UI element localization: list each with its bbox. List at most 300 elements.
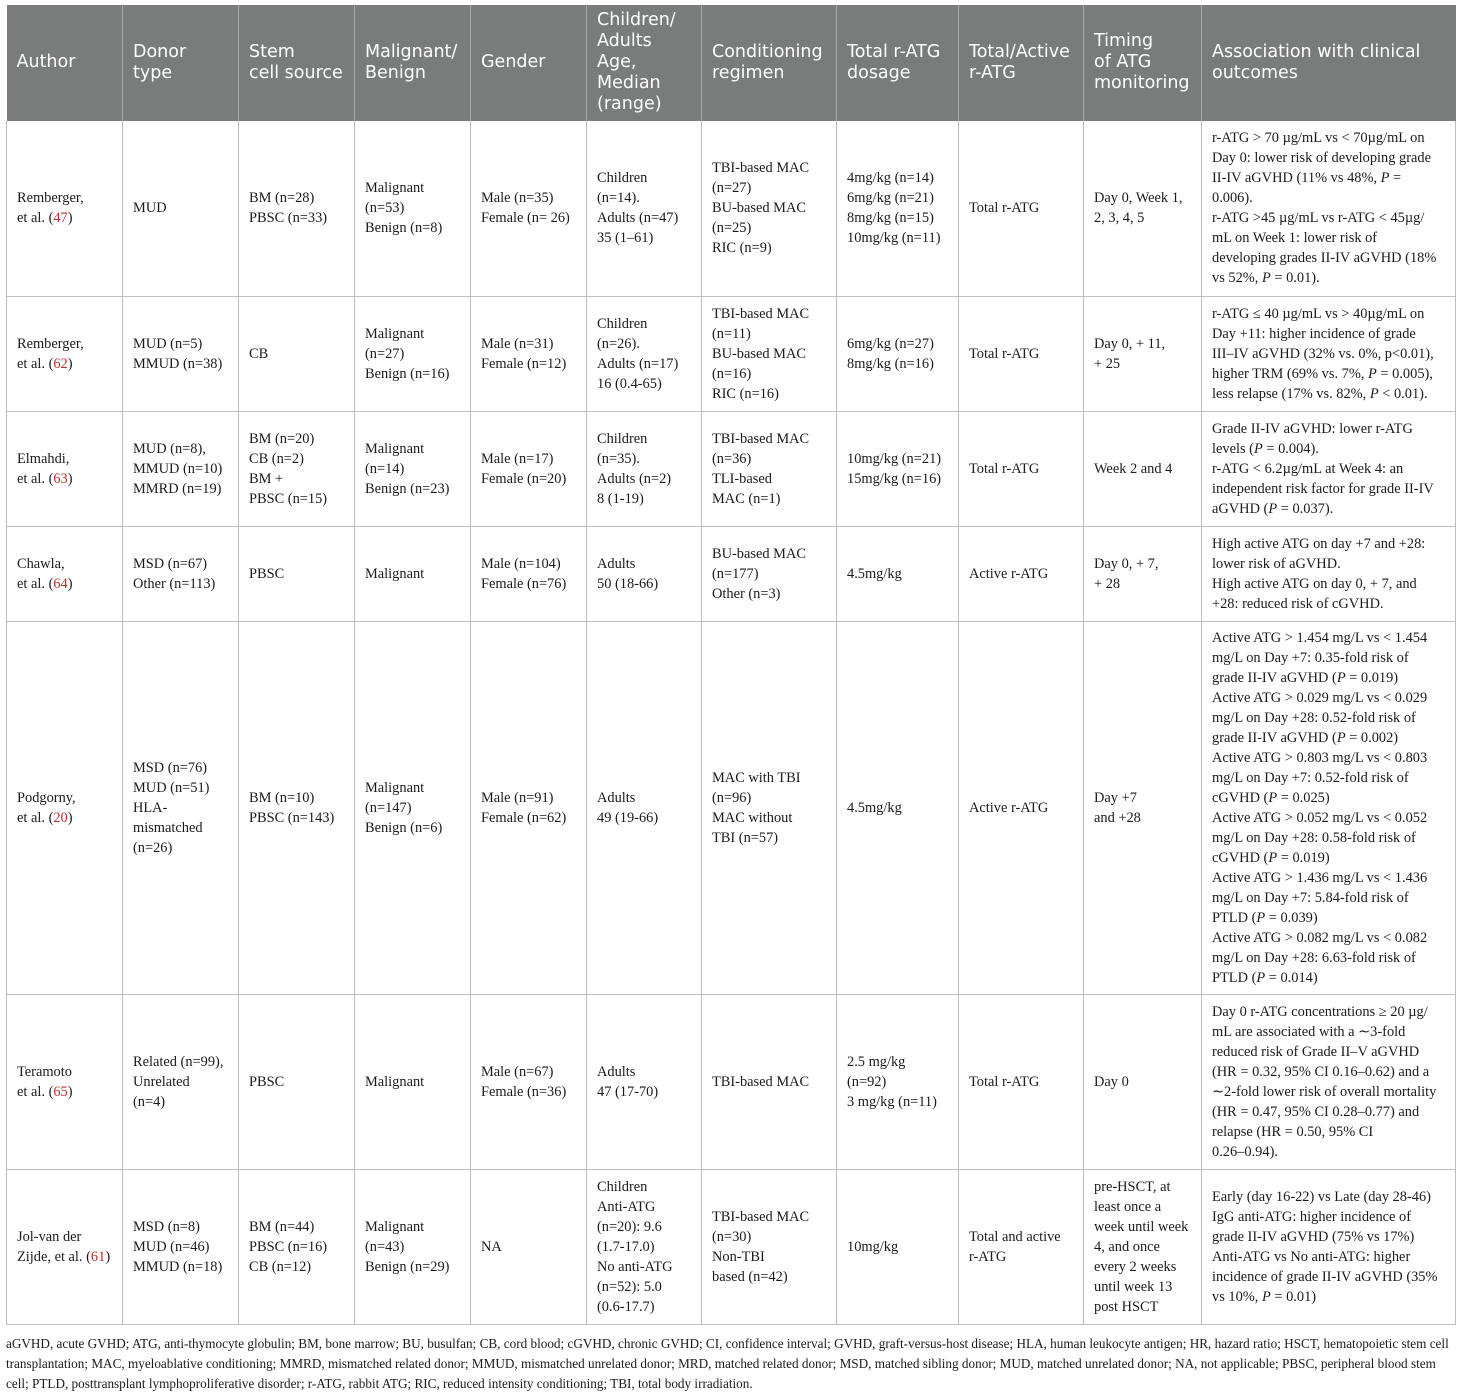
cell-line: (1.7-17.0) bbox=[597, 1238, 655, 1255]
reference-link[interactable]: 64 bbox=[53, 575, 68, 592]
total-active-cell bbox=[959, 994, 1084, 1169]
column-header-line: regimen bbox=[712, 62, 785, 83]
stem-cell-source-cell bbox=[239, 994, 355, 1169]
donor-type-cell bbox=[123, 621, 239, 994]
column-header-line: Total/Active bbox=[969, 41, 1070, 62]
cell-line: Male (n=35) bbox=[481, 190, 554, 207]
cell-line: PTLD (P = 0.014) bbox=[1212, 969, 1318, 986]
cell-line: RIC (n=16) bbox=[712, 385, 779, 402]
table-row bbox=[7, 121, 1456, 296]
author-cell bbox=[7, 994, 123, 1169]
table-row bbox=[7, 526, 1456, 621]
age-cell bbox=[587, 994, 702, 1169]
timing-cell bbox=[1084, 526, 1202, 621]
cell-line: Adults bbox=[597, 1063, 636, 1080]
dosage-cell bbox=[837, 526, 959, 621]
author-line: et al. (65) bbox=[17, 1083, 73, 1100]
gender-cell bbox=[471, 411, 587, 526]
cell-line: Adults (n=17) bbox=[597, 355, 679, 372]
cell-line: 4.5mg/kg bbox=[847, 799, 902, 816]
column-header-malignant-benign bbox=[355, 5, 471, 121]
cell-line: MSD (n=8) bbox=[133, 1218, 200, 1235]
cell-line: TLI-based bbox=[712, 470, 772, 487]
donor-type-cell bbox=[123, 296, 239, 411]
column-header-line: outcomes bbox=[1212, 62, 1298, 83]
author-cell bbox=[7, 121, 123, 296]
cell-line: Related (n=99), bbox=[133, 1053, 224, 1070]
cell-line: Anti-ATG vs No anti-ATG: higher bbox=[1212, 1248, 1411, 1265]
association-cell bbox=[1202, 296, 1456, 411]
cell-line: Other (n=3) bbox=[712, 585, 781, 602]
total-active-cell bbox=[959, 121, 1084, 296]
cell-line: 10mg/kg (n=11) bbox=[847, 230, 941, 247]
column-header-line: Benign bbox=[365, 62, 426, 83]
cell-line: Active ATG > 0.029 mg/L vs < 0.029 bbox=[1212, 689, 1428, 706]
cell-line: Active ATG > 1.454 mg/L vs < 1.454 bbox=[1212, 629, 1428, 646]
cell-line: RIC (n=9) bbox=[712, 240, 772, 257]
cell-line: week until week bbox=[1094, 1218, 1189, 1235]
gender-cell bbox=[471, 526, 587, 621]
cell-line: PBSC bbox=[249, 1073, 285, 1090]
cell-line: (n=27) bbox=[365, 345, 405, 362]
column-header-line: Stem bbox=[249, 41, 295, 62]
table-row bbox=[7, 621, 1456, 994]
column-header-conditioning-regimen bbox=[702, 5, 837, 121]
cell-line: (n=30) bbox=[712, 1228, 752, 1245]
conditioning-regimen-cell bbox=[702, 526, 837, 621]
cell-line: incidence of grade II-IV aGVHD (35% bbox=[1212, 1268, 1438, 1285]
cell-line: mg/L on Day +28: 6.63-fold risk of bbox=[1212, 949, 1416, 966]
cell-line: Benign (n=29) bbox=[365, 1258, 450, 1275]
cell-line: Children bbox=[597, 1178, 648, 1195]
association-cell bbox=[1202, 994, 1456, 1169]
cell-line: PBSC (n=16) bbox=[249, 1238, 328, 1255]
cell-line: until week 13 bbox=[1094, 1278, 1173, 1295]
cell-line: Benign (n=23) bbox=[365, 480, 450, 497]
association-cell bbox=[1202, 621, 1456, 994]
cell-line: less relapse (17% vs. 82%, P < 0.01). bbox=[1212, 385, 1428, 402]
table-row bbox=[7, 994, 1456, 1169]
column-header-total-dosage bbox=[837, 5, 959, 121]
association-cell bbox=[1202, 1169, 1456, 1324]
cell-line: every 2 weeks bbox=[1094, 1258, 1177, 1275]
cell-line: cGVHD (P = 0.019) bbox=[1212, 849, 1330, 866]
column-header-line: Association with clinical bbox=[1212, 41, 1421, 62]
author-line: et al. (63) bbox=[17, 470, 73, 487]
cell-line: grade II-IV aGVHD (P = 0.019) bbox=[1212, 669, 1399, 686]
cell-line: Day 0 r-ATG concentrations ≥ 20 µg/ bbox=[1212, 1003, 1428, 1020]
cell-line: vs 10%, P = 0.01) bbox=[1212, 1288, 1317, 1305]
gender-cell bbox=[471, 121, 587, 296]
cell-line: BM (n=20) bbox=[249, 430, 315, 447]
author-line: et al. (20) bbox=[17, 809, 73, 826]
cell-line: r-ATG bbox=[969, 1248, 1007, 1265]
cell-line: Unrelated bbox=[133, 1073, 190, 1090]
reference-link[interactable]: 47 bbox=[53, 210, 68, 227]
age-cell bbox=[587, 526, 702, 621]
cell-line: Children bbox=[597, 315, 648, 332]
column-header-donor-type bbox=[123, 5, 239, 121]
author-cell bbox=[7, 1169, 123, 1324]
column-header-gender bbox=[471, 5, 587, 121]
author-line: et al. (62) bbox=[17, 355, 73, 372]
total-active-cell bbox=[959, 411, 1084, 526]
cell-line: mg/L on Day +7: 0.52-fold risk of bbox=[1212, 769, 1409, 786]
cell-line: (n=43) bbox=[365, 1238, 405, 1255]
cell-line: BU-based MAC bbox=[712, 200, 806, 217]
column-header-stem-cell-source bbox=[239, 5, 355, 121]
cell-line: 6mg/kg (n=21) bbox=[847, 190, 934, 207]
cell-line: Male (n=104) bbox=[481, 555, 561, 572]
stem-cell-source-cell bbox=[239, 411, 355, 526]
timing-cell bbox=[1084, 621, 1202, 994]
cell-line: (HR = 0.47, 95% CI 0.28–0.77) and bbox=[1212, 1103, 1420, 1120]
malignant-benign-cell bbox=[355, 1169, 471, 1324]
author-cell bbox=[7, 296, 123, 411]
malignant-benign-cell bbox=[355, 296, 471, 411]
association-cell bbox=[1202, 121, 1456, 296]
cell-line: Active ATG > 1.436 mg/L vs < 1.436 bbox=[1212, 869, 1428, 886]
cell-line: 10mg/kg bbox=[847, 1238, 899, 1255]
cell-line: mg/L on Day +28: 0.52-fold risk of bbox=[1212, 709, 1416, 726]
cell-line: (n=4) bbox=[133, 1093, 166, 1110]
cell-line: MAC (n=1) bbox=[712, 490, 781, 507]
cell-line: Adults (n=2) bbox=[597, 470, 672, 487]
cell-line: Other (n=113) bbox=[133, 575, 216, 592]
cell-line: Malignant bbox=[365, 1218, 425, 1235]
cell-line: Anti-ATG bbox=[597, 1198, 656, 1215]
cell-line: (n=147) bbox=[365, 799, 412, 816]
gender-cell bbox=[471, 296, 587, 411]
cell-line: (n=26). bbox=[597, 335, 640, 352]
cell-line: Malignant bbox=[365, 180, 425, 197]
cell-line: BM + bbox=[249, 470, 284, 487]
cell-line: Adults bbox=[597, 555, 636, 572]
stem-cell-source-cell bbox=[239, 296, 355, 411]
malignant-benign-cell bbox=[355, 994, 471, 1169]
total-active-cell bbox=[959, 526, 1084, 621]
cell-line: Benign (n=6) bbox=[365, 819, 443, 836]
cell-line: BM (n=10) bbox=[249, 789, 315, 806]
cell-line: 6mg/kg (n=27) bbox=[847, 335, 934, 352]
dosage-cell bbox=[837, 296, 959, 411]
cell-line: Male (n=17) bbox=[481, 450, 554, 467]
reference-link[interactable]: 62 bbox=[53, 355, 68, 372]
author-cell bbox=[7, 411, 123, 526]
timing-cell bbox=[1084, 411, 1202, 526]
column-header-line: Gender bbox=[481, 52, 546, 72]
conditioning-regimen-cell bbox=[702, 121, 837, 296]
cell-line: reduced risk of Grade II–V aGVHD bbox=[1212, 1043, 1420, 1060]
column-header-line: Children/ bbox=[597, 10, 676, 30]
cell-line: Adults (n=47) bbox=[597, 210, 679, 227]
cell-line: (n=52): 5.0 bbox=[597, 1278, 662, 1295]
cell-line: MUD (n=51) bbox=[133, 779, 210, 796]
reference-link[interactable]: 63 bbox=[53, 470, 68, 487]
cell-line: 2, 3, 4, 5 bbox=[1094, 210, 1145, 227]
cell-line: (0.6-17.7) bbox=[597, 1298, 655, 1315]
cell-line: Day 0, Week 1, bbox=[1094, 190, 1183, 207]
cell-line: Day 0, + 7, bbox=[1094, 555, 1159, 572]
author-line: Jol-van der bbox=[17, 1228, 82, 1245]
cell-line: independent risk factor for grade II-IV bbox=[1212, 480, 1434, 497]
cell-line: MMRD (n=19) bbox=[133, 480, 222, 497]
author-line: et al. (47) bbox=[17, 210, 73, 227]
dosage-cell bbox=[837, 411, 959, 526]
stem-cell-source-cell bbox=[239, 621, 355, 994]
cell-line: 4mg/kg (n=14) bbox=[847, 170, 934, 187]
cell-line: + 25 bbox=[1094, 355, 1121, 372]
timing-cell bbox=[1084, 296, 1202, 411]
author-line: Remberger, bbox=[17, 190, 84, 207]
cell-line: cGVHD (P = 0.025) bbox=[1212, 789, 1330, 806]
author-line: Zijde, et al. (61) bbox=[17, 1248, 111, 1265]
author-cell bbox=[7, 621, 123, 994]
age-cell bbox=[587, 621, 702, 994]
gender-cell bbox=[471, 621, 587, 994]
cell-line: 50 (18-66) bbox=[597, 575, 659, 592]
cell-line: 8 (1-19) bbox=[597, 490, 644, 507]
cell-line: Active r-ATG bbox=[969, 565, 1049, 582]
column-header-line: Age, bbox=[597, 52, 637, 72]
cell-line: mL are associated with a ∼3-fold bbox=[1212, 1023, 1406, 1040]
gender-cell bbox=[471, 1169, 587, 1324]
cell-line: r-ATG ≤ 40 µg/mL vs > 40µg/mL on bbox=[1212, 305, 1425, 322]
cell-line: Male (n=91) bbox=[481, 789, 554, 806]
age-cell bbox=[587, 121, 702, 296]
cell-line: Children bbox=[597, 170, 648, 187]
total-active-cell bbox=[959, 296, 1084, 411]
cell-line: 8mg/kg (n=16) bbox=[847, 355, 934, 372]
donor-type-cell bbox=[123, 411, 239, 526]
cell-line: (n=35). bbox=[597, 450, 640, 467]
total-active-cell bbox=[959, 621, 1084, 994]
column-header-line: of ATG bbox=[1094, 52, 1152, 72]
cell-line: relapse (HR = 0.50, 95% CI bbox=[1212, 1123, 1374, 1140]
cell-line: Malignant bbox=[365, 779, 425, 796]
column-header-line: Adults bbox=[597, 31, 652, 51]
cell-line: Non-TBI bbox=[712, 1248, 765, 1265]
cell-line: Total and active bbox=[969, 1228, 1061, 1245]
cell-line: (n=11) bbox=[712, 325, 751, 342]
table-body bbox=[7, 121, 1456, 1324]
conditioning-regimen-cell bbox=[702, 411, 837, 526]
column-header-line: cell source bbox=[249, 62, 343, 83]
cell-line: MSD (n=76) bbox=[133, 759, 208, 776]
cell-line: PBSC (n=15) bbox=[249, 490, 328, 507]
column-header-line: Malignant/ bbox=[365, 41, 458, 62]
cell-line: MMUD (n=38) bbox=[133, 355, 223, 372]
cell-line: 0.26–0.94). bbox=[1212, 1143, 1278, 1160]
cell-line: NA bbox=[481, 1238, 502, 1255]
cell-line: MMUD (n=10) bbox=[133, 460, 223, 477]
dosage-cell bbox=[837, 1169, 959, 1324]
reference-link[interactable]: 61 bbox=[90, 1248, 106, 1265]
cell-line: MAC with TBI bbox=[712, 769, 801, 786]
cell-line: Male (n=31) bbox=[481, 335, 554, 352]
cell-line: Female (n= 26) bbox=[481, 210, 570, 227]
cell-line: Day +11: higher incidence of grade bbox=[1212, 325, 1416, 342]
column-header-line: monitoring bbox=[1094, 73, 1190, 93]
reference-link[interactable]: 65 bbox=[53, 1083, 68, 1100]
conditioning-regimen-cell bbox=[702, 296, 837, 411]
cell-line: Female (n=20) bbox=[481, 470, 567, 487]
cell-line: mg/L on Day +28: 0.58-fold risk of bbox=[1212, 829, 1416, 846]
cell-line: MSD (n=67) bbox=[133, 555, 208, 572]
donor-type-cell bbox=[123, 1169, 239, 1324]
cell-line: (n=36) bbox=[712, 450, 752, 467]
cell-line: 3 mg/kg (n=11) bbox=[847, 1093, 937, 1110]
author-line: Remberger, bbox=[17, 335, 84, 352]
cell-line: Total r-ATG bbox=[969, 460, 1040, 477]
cell-line: High active ATG on day +7 and +28: bbox=[1212, 535, 1426, 552]
cell-line: PBSC (n=33) bbox=[249, 210, 328, 227]
column-header-line: Median bbox=[597, 73, 661, 93]
cell-line: Malignant bbox=[365, 565, 425, 582]
cell-line: developing grades II-IV aGVHD (18% bbox=[1212, 250, 1437, 267]
cell-line: (n=25) bbox=[712, 220, 752, 237]
column-header-line: Donor bbox=[133, 41, 187, 62]
cell-line: 4, and once bbox=[1094, 1238, 1160, 1255]
cell-line: Male (n=67) bbox=[481, 1063, 554, 1080]
dosage-cell bbox=[837, 994, 959, 1169]
cell-line: mg/L on Day +7: 0.35-fold risk of bbox=[1212, 649, 1409, 666]
column-header-line: Timing bbox=[1094, 31, 1154, 51]
stem-cell-source-cell bbox=[239, 1169, 355, 1324]
clinical-outcomes-table bbox=[6, 5, 1456, 1325]
cell-line: (n=96) bbox=[712, 789, 752, 806]
table-row bbox=[7, 411, 1456, 526]
cell-line: Active ATG > 0.082 mg/L vs < 0.082 bbox=[1212, 929, 1428, 946]
column-header-total-active bbox=[959, 5, 1084, 121]
cell-line: 0.006). bbox=[1212, 190, 1253, 207]
cell-line: IgG anti-ATG: higher incidence of bbox=[1212, 1208, 1412, 1225]
cell-line: MAC without bbox=[712, 809, 793, 826]
table-container bbox=[6, 5, 1455, 1325]
cell-line: (n=26) bbox=[133, 839, 173, 856]
cell-line: TBI-based MAC bbox=[712, 160, 810, 177]
cell-line: High active ATG on day 0, + 7, and bbox=[1212, 575, 1417, 592]
cell-line: Malignant bbox=[365, 1073, 425, 1090]
cell-line: r-ATG > 70 µg/mL vs < 70µg/mL on bbox=[1212, 130, 1425, 147]
cell-line: Female (n=12) bbox=[481, 355, 567, 372]
cell-line: Children bbox=[597, 430, 648, 447]
cell-line: mL on Week 1: lower risk of bbox=[1212, 230, 1378, 247]
cell-line: 8mg/kg (n=15) bbox=[847, 210, 934, 227]
cell-line: Week 2 and 4 bbox=[1094, 460, 1173, 477]
cell-line: 35 (1–61) bbox=[597, 230, 654, 247]
cell-line: 47 (17-70) bbox=[597, 1083, 659, 1100]
author-line: et al. (64) bbox=[17, 575, 73, 592]
cell-line: TBI-based MAC bbox=[712, 430, 810, 447]
cell-line: TBI-based MAC bbox=[712, 305, 810, 322]
cell-line: r-ATG < 6.2µg/mL at Week 4: an bbox=[1212, 460, 1404, 477]
reference-link[interactable]: 20 bbox=[53, 809, 68, 826]
column-header-author bbox=[7, 5, 123, 121]
cell-line: Female (n=36) bbox=[481, 1083, 567, 1100]
author-line: Podgorny, bbox=[17, 789, 76, 806]
cell-line: Total r-ATG bbox=[969, 200, 1040, 217]
column-header-association bbox=[1202, 5, 1456, 121]
cell-line: MUD (n=8), bbox=[133, 440, 206, 457]
cell-line: MUD (n=5) bbox=[133, 335, 203, 352]
cell-line: 10mg/kg (n=21) bbox=[847, 450, 942, 467]
cell-line: ∼2-fold lower risk of overall mortality bbox=[1212, 1083, 1437, 1100]
cell-line: Female (n=62) bbox=[481, 809, 567, 826]
table-row bbox=[7, 296, 1456, 411]
stem-cell-source-cell bbox=[239, 121, 355, 296]
cell-line: (n=92) bbox=[847, 1073, 887, 1090]
cell-line: TBI (n=57) bbox=[712, 829, 779, 846]
cell-line: Total r-ATG bbox=[969, 1073, 1040, 1090]
age-cell bbox=[587, 411, 702, 526]
cell-line: PTLD (P = 0.039) bbox=[1212, 909, 1318, 926]
cell-line: 2.5 mg/kg bbox=[847, 1053, 906, 1070]
cell-line: CB (n=12) bbox=[249, 1258, 312, 1275]
column-header-line: Author bbox=[16, 52, 76, 72]
malignant-benign-cell bbox=[355, 121, 471, 296]
column-header-timing bbox=[1084, 5, 1202, 121]
cell-line: BM (n=28) bbox=[249, 190, 315, 207]
author-cell bbox=[7, 526, 123, 621]
cell-line: Adults bbox=[597, 789, 636, 806]
cell-line: MMUD (n=18) bbox=[133, 1258, 223, 1275]
cell-line: higher TRM (69% vs. 7%, P = 0.005), bbox=[1212, 365, 1433, 382]
author-line: Elmahdi, bbox=[17, 450, 70, 467]
author-line: Chawla, bbox=[17, 555, 65, 572]
cell-line: MUD (n=46) bbox=[133, 1238, 210, 1255]
cell-line: Day +7 bbox=[1094, 789, 1137, 806]
cell-line: PBSC (n=143) bbox=[249, 809, 335, 826]
cell-line: mismatched bbox=[133, 819, 203, 836]
cell-line: BM (n=44) bbox=[249, 1218, 315, 1235]
cell-line: III–IV aGVHD (32% vs. 0%, p<0.01), bbox=[1212, 345, 1434, 362]
gender-cell bbox=[471, 994, 587, 1169]
cell-line: aGVHD (P = 0.037). bbox=[1212, 500, 1334, 517]
cell-line: Day 0 bbox=[1094, 1073, 1129, 1090]
cell-line: No anti-ATG bbox=[597, 1258, 673, 1275]
cell-line: 49 (19-66) bbox=[597, 809, 659, 826]
cell-line: Female (n=76) bbox=[481, 575, 567, 592]
cell-line: mg/L on Day +7: 5.84-fold risk of bbox=[1212, 889, 1409, 906]
column-header-line: r-ATG bbox=[969, 62, 1016, 83]
cell-line: + 28 bbox=[1094, 575, 1121, 592]
cell-line: (n=14) bbox=[365, 460, 405, 477]
cell-line: (n=20): 9.6 bbox=[597, 1218, 662, 1235]
cell-line: vs 52%, P = 0.01). bbox=[1212, 270, 1320, 287]
cell-line: Active ATG > 0.052 mg/L vs < 0.052 bbox=[1212, 809, 1428, 826]
conditioning-regimen-cell bbox=[702, 621, 837, 994]
column-header-line: type bbox=[133, 62, 173, 83]
cell-line: Total r-ATG bbox=[969, 345, 1040, 362]
cell-line: grade II-IV aGVHD (75% vs 17%) bbox=[1212, 1228, 1415, 1245]
cell-line: pre-HSCT, at bbox=[1094, 1178, 1171, 1195]
age-cell bbox=[587, 1169, 702, 1324]
author-line: Teramoto bbox=[17, 1063, 72, 1080]
cell-line: II-IV aGVHD (11% vs 48%, P = bbox=[1212, 170, 1402, 187]
donor-type-cell bbox=[123, 994, 239, 1169]
malignant-benign-cell bbox=[355, 411, 471, 526]
timing-cell bbox=[1084, 1169, 1202, 1324]
cell-line: (n=27) bbox=[712, 180, 752, 197]
cell-line: CB (n=2) bbox=[249, 450, 304, 467]
cell-line: least once a bbox=[1094, 1198, 1162, 1215]
conditioning-regimen-cell bbox=[702, 1169, 837, 1324]
cell-line: Day 0, + 11, bbox=[1094, 335, 1166, 352]
cell-line: (n=14). bbox=[597, 190, 640, 207]
cell-line: Day 0: lower risk of developing grade bbox=[1212, 150, 1431, 167]
donor-type-cell bbox=[123, 121, 239, 296]
